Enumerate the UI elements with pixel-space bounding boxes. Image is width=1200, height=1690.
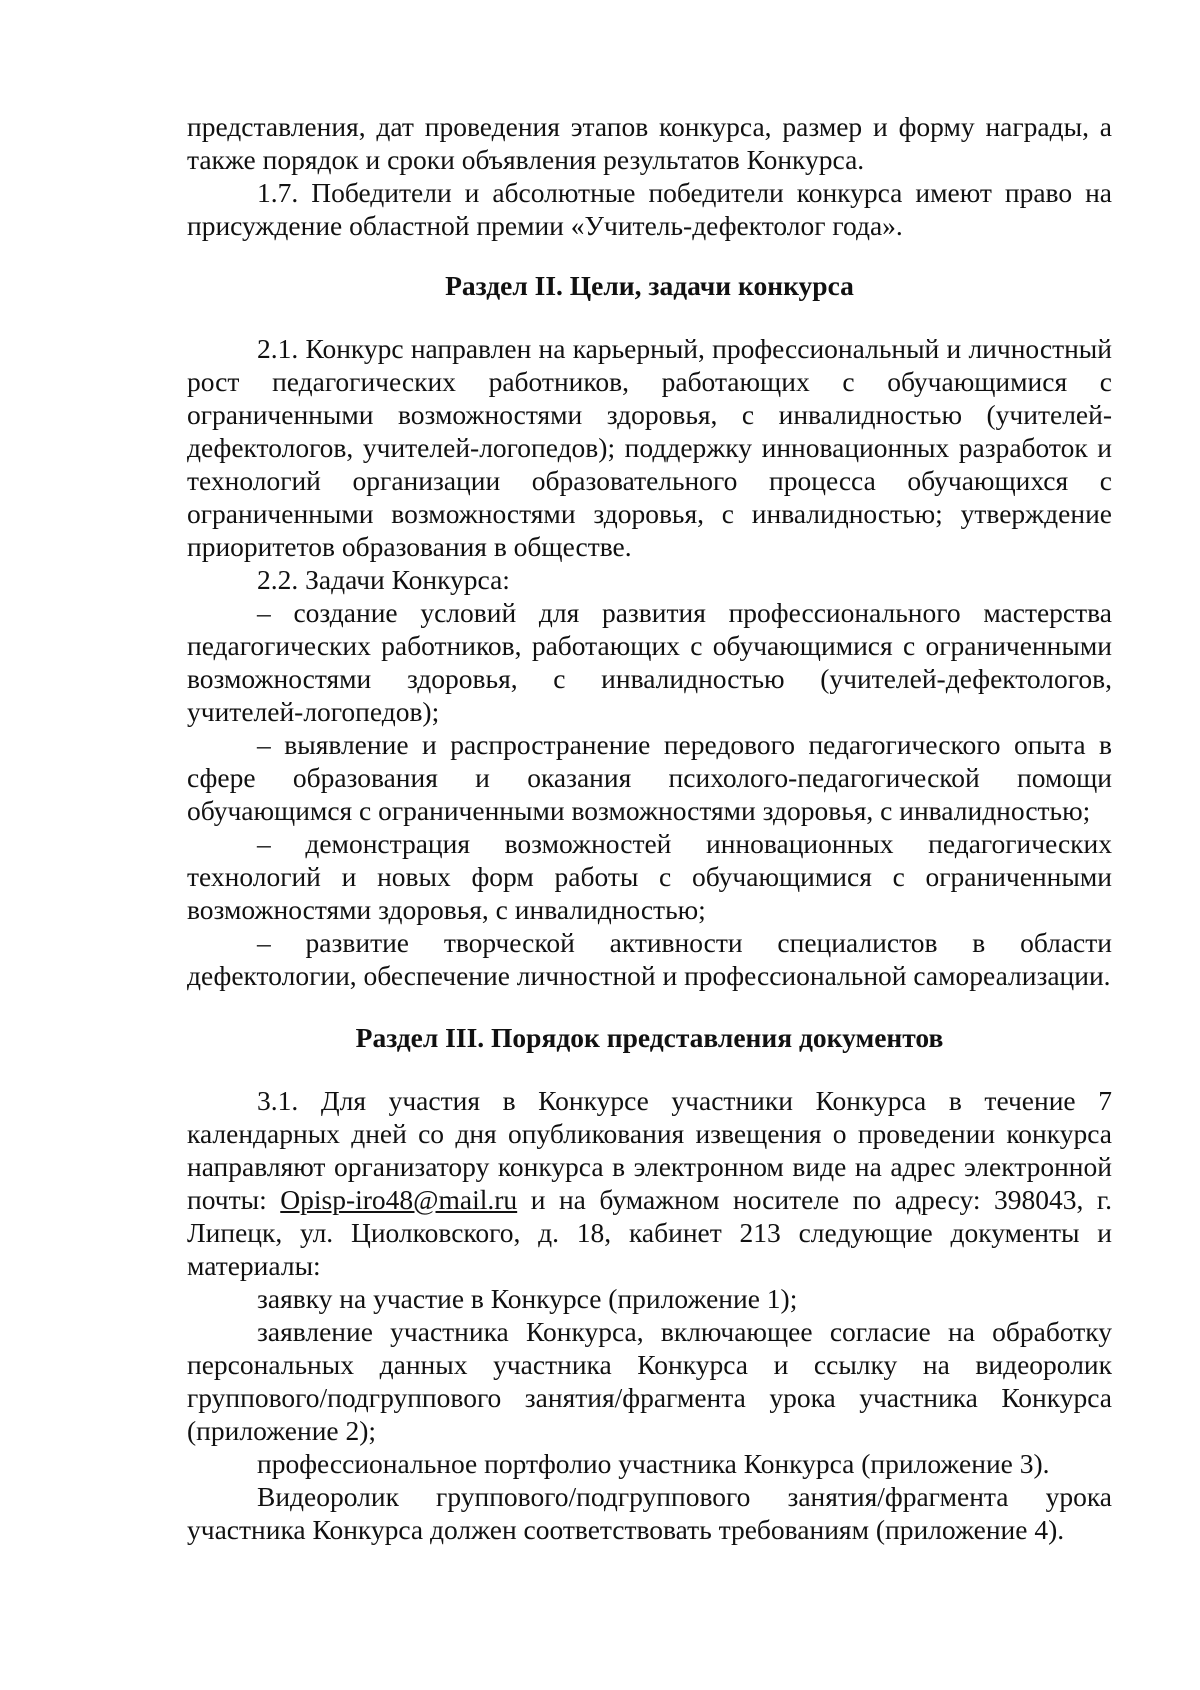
section-3-heading: Раздел III. Порядок представления документов: [355, 1022, 944, 1053]
paragraph-2-1: 2.1. Конкурс направлен на карьерный, профессиональный и личностный рост педагогических работников, работающих с обучающимися с ограниченными возможностями здоровья, с инвалидностью (учителей-дефектологов, учителей-логопедов); поддержку инновационных разработок и технологий организации образовательного процесса обучающихся с ограниченными возможностями здоровья, с инвалидностью; утверждение приоритетов образования в обществе.: [187, 333, 1112, 562]
paragraph-continuation: представления, дат проведения этапов конкурса, размер и форму награды, а также порядок и сроки объявления результатов Конкурса.: [187, 111, 1112, 175]
document-item: заявление участника Конкурса, включающее согласие на обработку персональных данных участника Конкурса и ссылку на видеоролик группового/подгруппового занятия/фрагмента урока участника Конкурса (приложение 2);: [187, 1316, 1112, 1446]
section-2-heading: Раздел II. Цели, задачи конкурса: [445, 270, 854, 301]
task-item: – демонстрация возможностей инновационных педагогических технологий и новых форм работы с обучающимися с ограниченными возможностями здоровья, с инвалидностью;: [187, 828, 1112, 925]
document-item: профессиональное портфолио участника Конкурса (приложение 3).: [257, 1448, 1050, 1479]
email-link[interactable]: Opisp-iro48@mail.ru: [280, 1184, 518, 1215]
video-requirements-paragraph: Видеоролик группового/подгруппового занятия/фрагмента урока участника Конкурса должен соответствовать требованиям (приложение 4).: [187, 1481, 1112, 1545]
paragraph-3-1-text-end: и на бумажном носителе по адресу: 398043, г. Липецк, ул. Циолковского, д. 18, кабинет 213 следующие документы и материалы:: [187, 1184, 1112, 1281]
paragraph-2-2: 2.2. Задачи Конкурса:: [257, 564, 510, 595]
paragraph-3-1-text-start: 3.1. Для участия в Конкурсе участники Конкурса в течение 7 календарных дней со дня опубликования извещения о проведении конкурса направляют организатору конкурса в электронном виде на адрес электронной почты:: [187, 1085, 1112, 1215]
task-item: – развитие творческой активности специалистов в области дефектологии, обеспечение личностной и профессиональной самореализации.: [187, 927, 1112, 991]
paragraph-3-1: [187, 1084, 1112, 1282]
document-item: заявку на участие в Конкурсе (приложение 1);: [257, 1283, 798, 1314]
task-item: – выявление и распространение передового педагогического опыта в сфере образования и оказания психолого-педагогической помощи обучающимся с ограниченными возможностями здоровья, с инвалидностью;: [187, 729, 1112, 826]
task-item: – создание условий для развития профессионального мастерства педагогических работников, работающих с обучающимися с ограниченными возможностями здоровья, с инвалидностью (учителей-дефектологов, учителей-логопедов);: [187, 597, 1112, 727]
paragraph-1-7: 1.7. Победители и абсолютные победители конкурса имеют право на присуждение областной премии «Учитель-дефектолог года».: [187, 177, 1112, 241]
document-page: [187, 110, 1112, 1546]
